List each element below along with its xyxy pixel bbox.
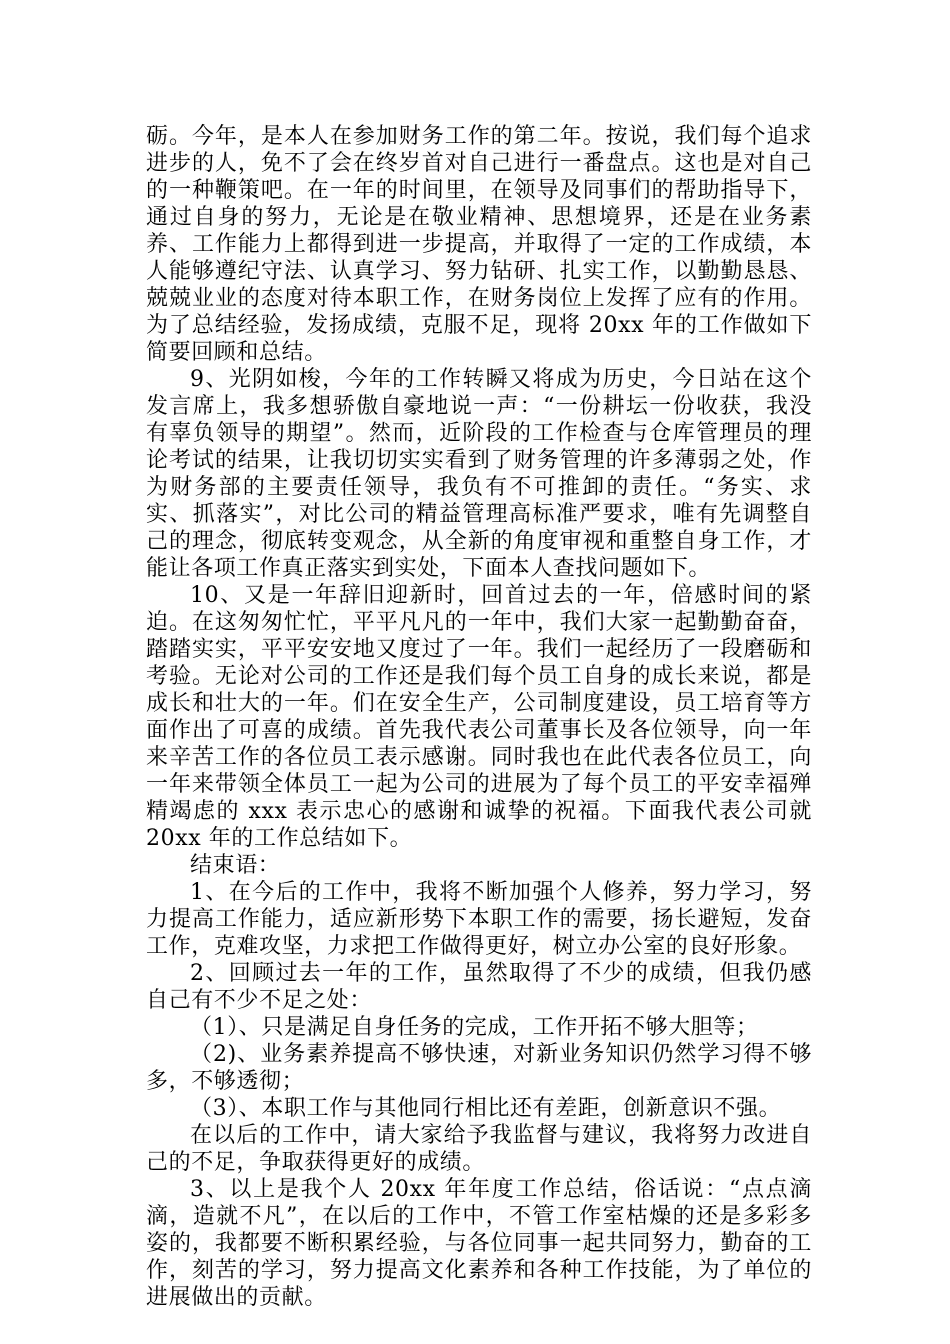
paragraph-conclusion-2: 2、回顾过去一年的工作，虽然取得了不少的成绩，但我仍感自己有不少不足之处： [146, 961, 812, 1013]
paragraph-improvement: 在以后的工作中，请大家给予我监督与建议，我将努力改进自己的不足，争取获得更好的成绩。 [146, 1123, 812, 1175]
paragraph-conclusion-1: 1、在今后的工作中，我将不断加强个人修养，努力学习，努力提高工作能力，适应新形势下本职工作的需要，扬长避短，发奋工作，克难攻坚，力求把工作做得更好，树立办公室的良好形象。 [146, 880, 812, 959]
paragraph-item-10: 10、又是一年辞旧迎新时，回首过去的一年，倍感时间的紧迫。在这匆匆忙忙，平平凡凡的一年中，我们大家一起勤勤奋奋，踏踏实实，平平安安地又度过了一年。我们一起经历了一段磨砺和考验。无论对公司的工作还是我们每个员工自身的成长来说，都是成长和壮大的一年。们在安全生产，公司制度建设，员工培育等方面作出了可喜的成绩。首先我代表公司董事长及各位领导，向一年来辛苦工作的各位员工表示感谢。同时我也在此代表各位员工，向一年来带领全体员工一起为公司的进展为了每个员工的平安幸福殚精竭虑的 xxx 表示忠心的感谢和诚挚的祝福。下面我代表公司就 20xx 年的工作总结如下。 [146, 583, 812, 851]
section-heading-conclusion: 结束语： [190, 853, 281, 878]
list-item-shortcoming-2: （2)、业务素养提高不够快速，对新业务知识仍然学习得不够多，不够透彻； [146, 1042, 812, 1094]
paragraph-item-9: 9、光阴如梭，今年的工作转瞬又将成为历史，今日站在这个发言席上，我多想骄傲自豪地说一声：“一份耕坛一份收获，我没有辜负领导的期望”。然而，近阶段的工作检查与仓库管理员的理论考试的结果，让我切切实实看到了财务管理的许多薄弱之处，作为财务部的主要责任领导，我负有不可推卸的责任。“务实、求实、抓落实”，对比公司的精益管理高标准严要求，唯有先调整自己的理念，彻底转变观念，从全新的角度审视和重整自身工作，才能让各项工作真正落实到实处，下面本人查找问题如下。 [146, 367, 812, 581]
paragraph-conclusion-3: 3、以上是我个人 20xx 年年度工作总结，俗话说：“点点滴滴，造就不凡”，在以后的工作中，不管工作室枯燥的还是多彩多姿的，我都要不断积累经验，与各位同事一起共同努力，勤奋的工作，刻苦的学习，努力提高文化素养和各种工作技能，为了单位的进展做出的贡献。 [146, 1177, 812, 1310]
document-page [146, 123, 812, 1311]
list-item-shortcoming-1: （1）、只是满足自身任务的完成，工作开拓不够大胆等； [190, 1015, 759, 1040]
paragraph-continuation: 砺。今年，是本人在参加财务工作的第二年。按说，我们每个追求进步的人，免不了会在终岁首对自己进行一番盘点。这也是对自己的一种鞭策吧。在一年的时间里，在领导及同事们的帮助指导下，通过自身的努力，无论是在敬业精神、思想境界，还是在业务素养、工作能力上都得到进一步提高，并取得了一定的工作成绩，本人能够遵纪守法、认真学习、努力钻研、扎实工作，以勤勤恳恳、兢兢业业的态度对待本职工作，在财务岗位上发挥了应有的作用。为了总结经验，发扬成绩，克服不足，现将 20xx 年的工作做如下简要回顾和总结。 [146, 124, 812, 365]
list-item-shortcoming-3: （3）、本职工作与其他同行相比还有差距，创新意识不强。 [190, 1096, 782, 1121]
